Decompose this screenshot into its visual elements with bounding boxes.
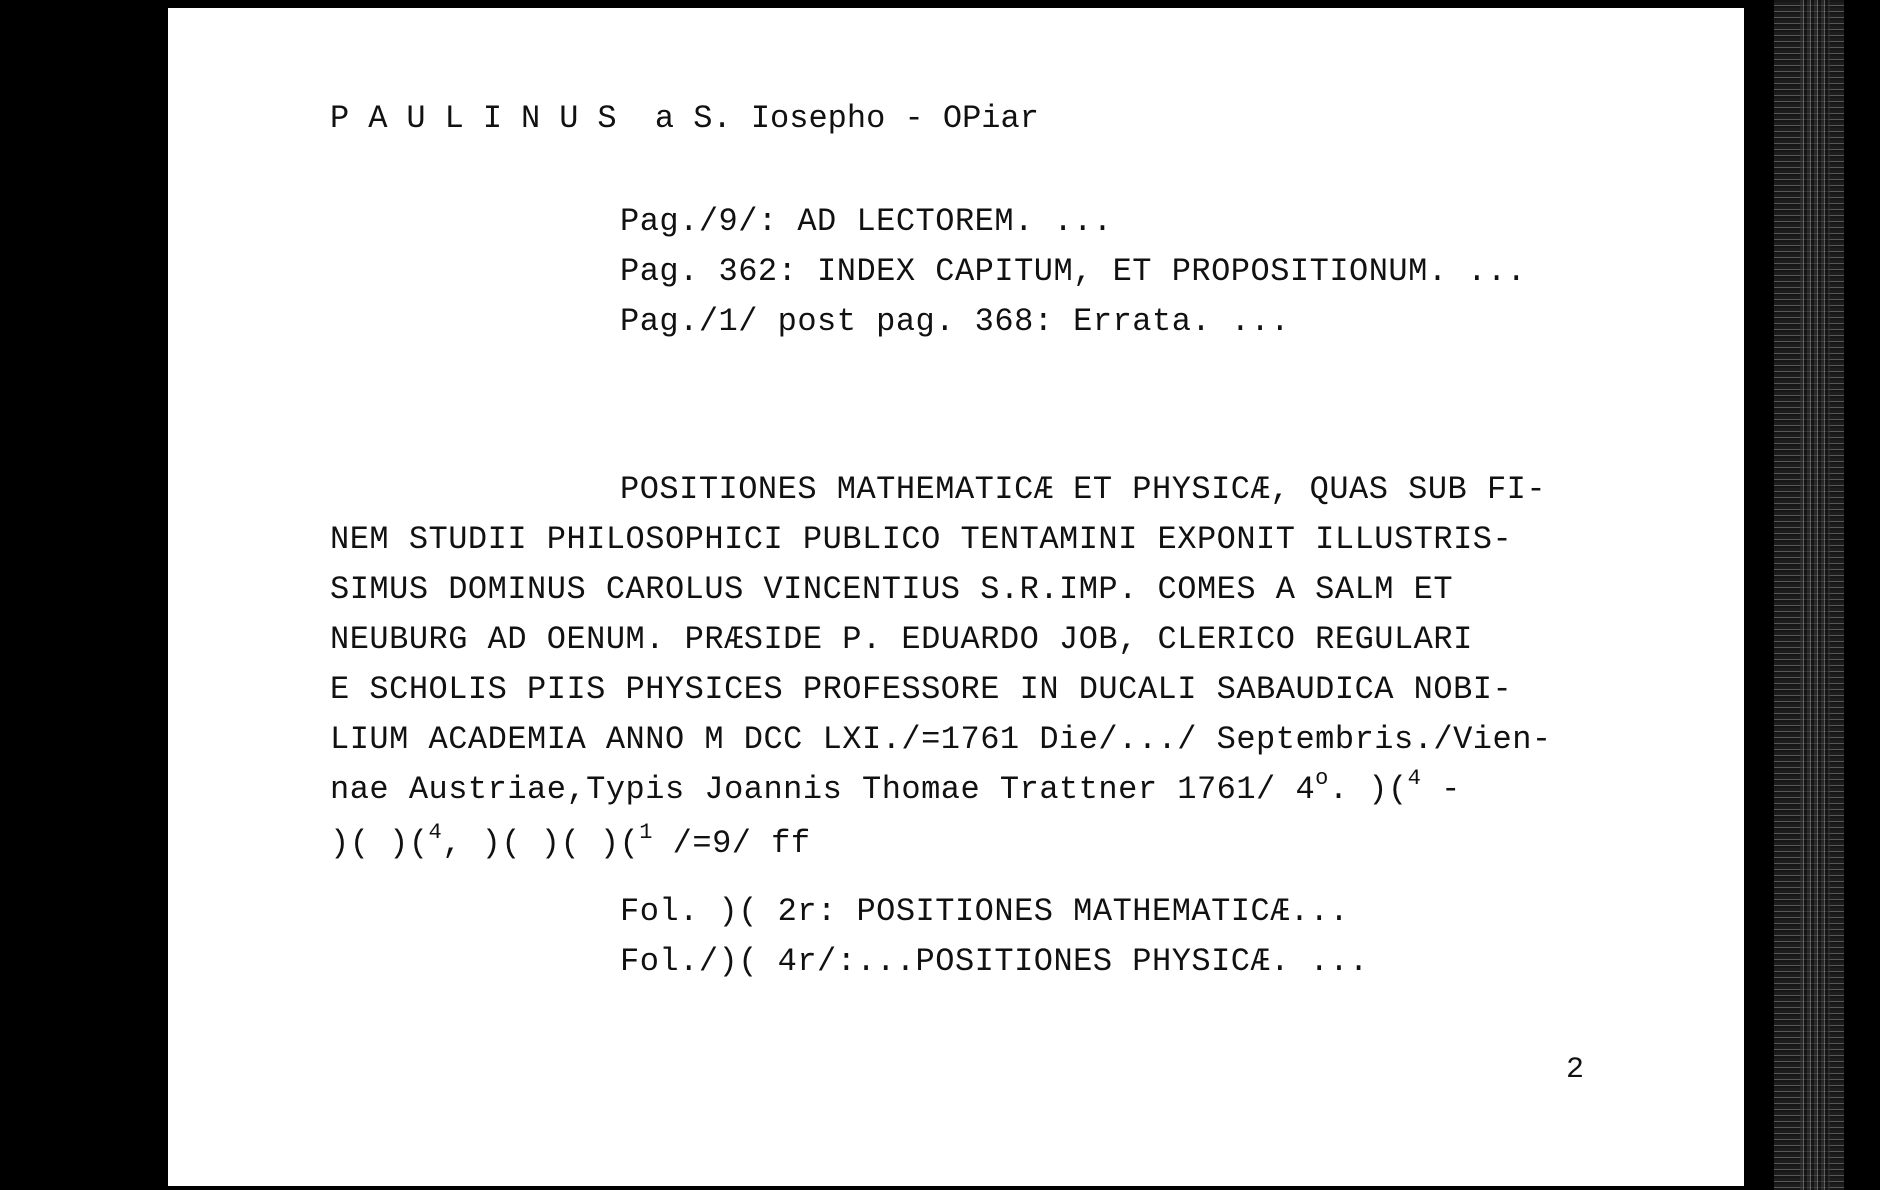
- author-affiliation: a S. Iosepho - OPiar: [635, 100, 1039, 137]
- toc-entry-ad-lectorem: Pag./9/: AD LECTOREM. ...: [620, 203, 1113, 240]
- body-line-5: E SCHOLIS PIIS PHYSICES PROFESSORE IN DUCALI SABAUDICA NOBI-: [330, 671, 1513, 708]
- collation-part-b: , )( )( )(: [442, 825, 640, 862]
- collation-part-a: )( )(: [330, 825, 429, 862]
- toc-entry-positiones-mathematicae: Fol. )( 2r: POSITIONES MATHEMATICÆ...: [620, 893, 1350, 930]
- body-line-1: POSITIONES MATHEMATICÆ ET PHYSICÆ, QUAS SUB FI-: [620, 471, 1547, 508]
- collation-start: . )(: [1328, 771, 1408, 808]
- body-line-4: NEUBURG AD OENUM. PRÆSIDE P. EDUARDO JOB, CLERICO REGULARI: [330, 621, 1473, 658]
- collation-superscript: 4: [1407, 766, 1422, 791]
- body-line-3: SIMUS DOMINUS CAROLUS VINCENTIUS S.R.IMP. COMES A SALM ET: [330, 571, 1454, 608]
- imprint-text: nae Austriae,Typis Joannis Thomae Trattner 1761/ 4: [330, 771, 1316, 808]
- toc-entry-positiones-physicae: Fol./)( 4r/:...POSITIONES PHYSICÆ. ...: [620, 943, 1369, 980]
- degree-mark: o: [1315, 766, 1329, 791]
- author-heading: [330, 100, 1039, 137]
- body-line-2: NEM STUDII PHILOSOPHICI PUBLICO TENTAMINI EXPONIT ILLUSTRIS-: [330, 521, 1513, 558]
- toc-entry-errata: Pag./1/ post pag. 368: Errata. ...: [620, 303, 1290, 340]
- collation-superscript-b: 1: [639, 820, 653, 845]
- body-line-6: LIUM ACADEMIA ANNO M DCC LXI./=1761 Die/.../ Septembris./Vien-: [330, 721, 1552, 758]
- collation-superscript-a: 4: [428, 820, 443, 845]
- toc-entry-index-capitum: Pag. 362: INDEX CAPITUM, ET PROPOSITIONUM. ...: [620, 253, 1527, 290]
- film-edge-texture: [1800, 0, 1830, 1190]
- collation-part-c: /=9/ ff: [652, 825, 811, 862]
- collation-dash: -: [1421, 771, 1461, 808]
- author-name: PAULINUS: [330, 100, 636, 137]
- body-line-7: [330, 766, 1461, 808]
- catalog-card: [168, 8, 1744, 1186]
- body-line-8: [330, 820, 811, 862]
- page-number: 2: [1566, 1053, 1585, 1087]
